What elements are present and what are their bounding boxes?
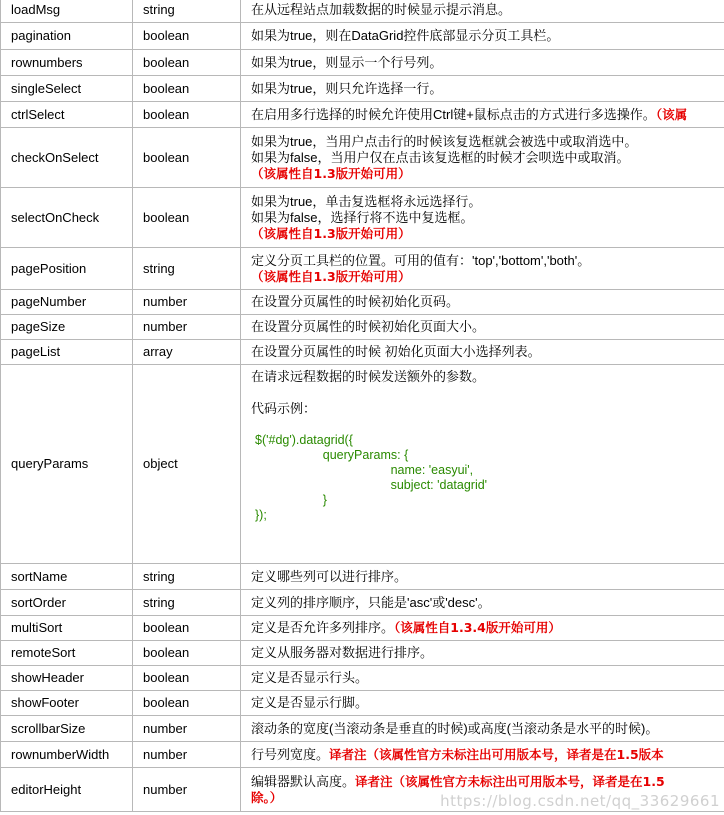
prop-type: object xyxy=(133,365,241,564)
version-note: （该属性自1.3版开始可用） xyxy=(251,165,411,181)
code-line: subject: 'datagrid' xyxy=(335,478,488,492)
prop-type: boolean xyxy=(133,616,241,641)
table-row xyxy=(1,188,724,248)
prop-name: queryParams xyxy=(1,365,133,564)
table-row xyxy=(1,742,724,768)
desc-text: 如果为true，则只允许选择一行。 xyxy=(251,80,443,96)
prop-name: editorHeight xyxy=(1,768,133,812)
prop-desc xyxy=(241,365,724,564)
desc-text: 在请求远程数据的时候发送额外的参数。 xyxy=(251,369,486,384)
prop-desc xyxy=(241,716,724,742)
table-row xyxy=(1,50,724,76)
desc-text: 在设置分页属性的时候初始化页面大小。 xyxy=(251,319,486,334)
prop-desc xyxy=(241,248,724,290)
prop-name: pageList xyxy=(1,340,133,365)
prop-desc xyxy=(241,666,724,691)
desc-text: 定义是否显示行脚。 xyxy=(251,695,369,710)
prop-name: rownumbers xyxy=(1,50,133,76)
table-row xyxy=(1,0,724,23)
desc-text: 在启用多行选择的时候允许使用Ctrl键+鼠标点击的方式进行多选操作。 xyxy=(251,106,656,122)
prop-desc xyxy=(241,50,724,76)
prop-name: pageSize xyxy=(1,315,133,340)
prop-type: boolean xyxy=(133,188,241,248)
prop-type: boolean xyxy=(133,50,241,76)
prop-name: remoteSort xyxy=(1,641,133,666)
desc-text: 定义列的排序顺序，只能是'asc'或'desc'。 xyxy=(251,594,491,610)
table-row xyxy=(1,666,724,691)
desc-text: 定义从服务器对数据进行排序。 xyxy=(251,645,434,660)
desc-text: 编辑器默认高度。 xyxy=(251,773,356,789)
prop-name: rownumberWidth xyxy=(1,742,133,768)
desc-text: 如果为false，选择行将不选中复选框。 xyxy=(251,209,474,225)
table-row xyxy=(1,315,724,340)
translator-note: 译者注（该属性官方未标注出可用版本号，译者是在1.5版本 xyxy=(329,746,664,762)
table-row xyxy=(1,365,724,564)
prop-type: array xyxy=(133,340,241,365)
table-row xyxy=(1,641,724,666)
prop-desc xyxy=(241,564,724,590)
prop-name: loadMsg xyxy=(1,0,133,23)
table-row xyxy=(1,248,724,290)
prop-type: boolean xyxy=(133,128,241,188)
prop-type: string xyxy=(133,248,241,290)
code-line: } xyxy=(295,493,327,507)
table-row xyxy=(1,128,724,188)
table-row xyxy=(1,768,724,812)
watermark: https://blog.csdn.net/qq_33629661 xyxy=(440,792,720,810)
table-row xyxy=(1,590,724,616)
prop-name: showFooter xyxy=(1,691,133,716)
desc-text: 如果为true，单击复选框将永远选择行。 xyxy=(251,193,482,209)
prop-name: ctrlSelect xyxy=(1,102,133,128)
table-row xyxy=(1,616,724,641)
desc-text: 定义是否允许多列排序。 xyxy=(251,620,395,635)
prop-name: sortName xyxy=(1,564,133,590)
prop-name: pagePosition xyxy=(1,248,133,290)
prop-desc xyxy=(241,102,724,128)
desc-text: 行号列宽度。 xyxy=(251,746,330,762)
code-line: }); xyxy=(255,508,267,522)
desc-text: 如果为false，当用户仅在点击该复选框的时候才会呗选中或取消。 xyxy=(251,149,630,165)
desc-text: 在设置分页属性的时候 初始化页面大小选择列表。 xyxy=(251,344,541,359)
prop-name: checkOnSelect xyxy=(1,128,133,188)
prop-type: number xyxy=(133,290,241,315)
prop-desc xyxy=(241,128,724,188)
desc-text: 在从远程站点加载数据的时候显示提示消息。 xyxy=(251,1,512,17)
prop-type: boolean xyxy=(133,641,241,666)
desc-text: 定义哪些列可以进行排序。 xyxy=(251,568,408,584)
desc-text: 在设置分页属性的时候初始化页码。 xyxy=(251,294,460,309)
desc-text: 滚动条的宽度(当滚动条是垂直的时候)或高度(当滚动条是水平的时候)。 xyxy=(251,720,659,736)
prop-name: pagination xyxy=(1,23,133,50)
prop-type: boolean xyxy=(133,23,241,50)
prop-desc xyxy=(241,742,724,768)
prop-desc xyxy=(241,641,724,666)
table-row xyxy=(1,340,724,365)
prop-type: number xyxy=(133,768,241,812)
prop-type: string xyxy=(133,0,241,23)
desc-text: 如果为true，当用户点击行的时候该复选框就会被选中或取消选中。 xyxy=(251,133,638,149)
prop-desc xyxy=(241,590,724,616)
prop-type: boolean xyxy=(133,691,241,716)
table-row xyxy=(1,23,724,50)
translator-note: 译者注（该属性官方未标注出可用版本号，译者是在1.5 xyxy=(355,773,665,789)
prop-name: multiSort xyxy=(1,616,133,641)
table-row xyxy=(1,716,724,742)
version-note: （该属性自1.3.4版开始可用） xyxy=(394,620,561,635)
prop-desc xyxy=(241,691,724,716)
prop-desc xyxy=(241,23,724,50)
prop-name: selectOnCheck xyxy=(1,188,133,248)
code-line: name: 'easyui', xyxy=(335,463,474,477)
version-note: （该属性自1.3版开始可用） xyxy=(251,268,411,284)
prop-desc xyxy=(241,290,724,315)
prop-type: boolean xyxy=(133,666,241,691)
desc-text: 如果为true，则显示一个行号列。 xyxy=(251,54,443,70)
desc-text: 定义分页工具栏的位置。可用的值有：'top','bottom','both'。 xyxy=(251,252,591,268)
prop-type: number xyxy=(133,742,241,768)
table-row xyxy=(1,564,724,590)
table-row xyxy=(1,290,724,315)
desc-text: 如果为true，则在DataGrid控件底部显示分页工具栏。 xyxy=(251,28,560,43)
prop-desc xyxy=(241,768,724,812)
prop-desc xyxy=(241,188,724,248)
prop-type: number xyxy=(133,716,241,742)
prop-desc xyxy=(241,616,724,641)
prop-name: singleSelect xyxy=(1,76,133,102)
prop-desc xyxy=(241,0,724,23)
prop-name: scrollbarSize xyxy=(1,716,133,742)
code-line: queryParams: { xyxy=(295,448,409,462)
prop-desc xyxy=(241,340,724,365)
desc-text: 代码示例： xyxy=(251,401,317,416)
prop-type: string xyxy=(133,590,241,616)
table-row xyxy=(1,76,724,102)
version-note: （该属 xyxy=(655,106,688,122)
version-note: （该属性自1.3版开始可用） xyxy=(251,225,411,241)
prop-name: pageNumber xyxy=(1,290,133,315)
table-row xyxy=(1,691,724,716)
desc-text: 定义是否显示行头。 xyxy=(251,670,369,685)
code-example xyxy=(251,433,724,523)
translator-note-cont: 除。） xyxy=(251,789,283,805)
prop-type: string xyxy=(133,564,241,590)
prop-type: number xyxy=(133,315,241,340)
table-row xyxy=(1,102,724,128)
prop-type: boolean xyxy=(133,76,241,102)
prop-name: sortOrder xyxy=(1,590,133,616)
code-line: $('#dg').datagrid({ xyxy=(255,433,353,447)
prop-desc xyxy=(241,315,724,340)
prop-name: showHeader xyxy=(1,666,133,691)
prop-type: boolean xyxy=(133,102,241,128)
prop-desc xyxy=(241,76,724,102)
